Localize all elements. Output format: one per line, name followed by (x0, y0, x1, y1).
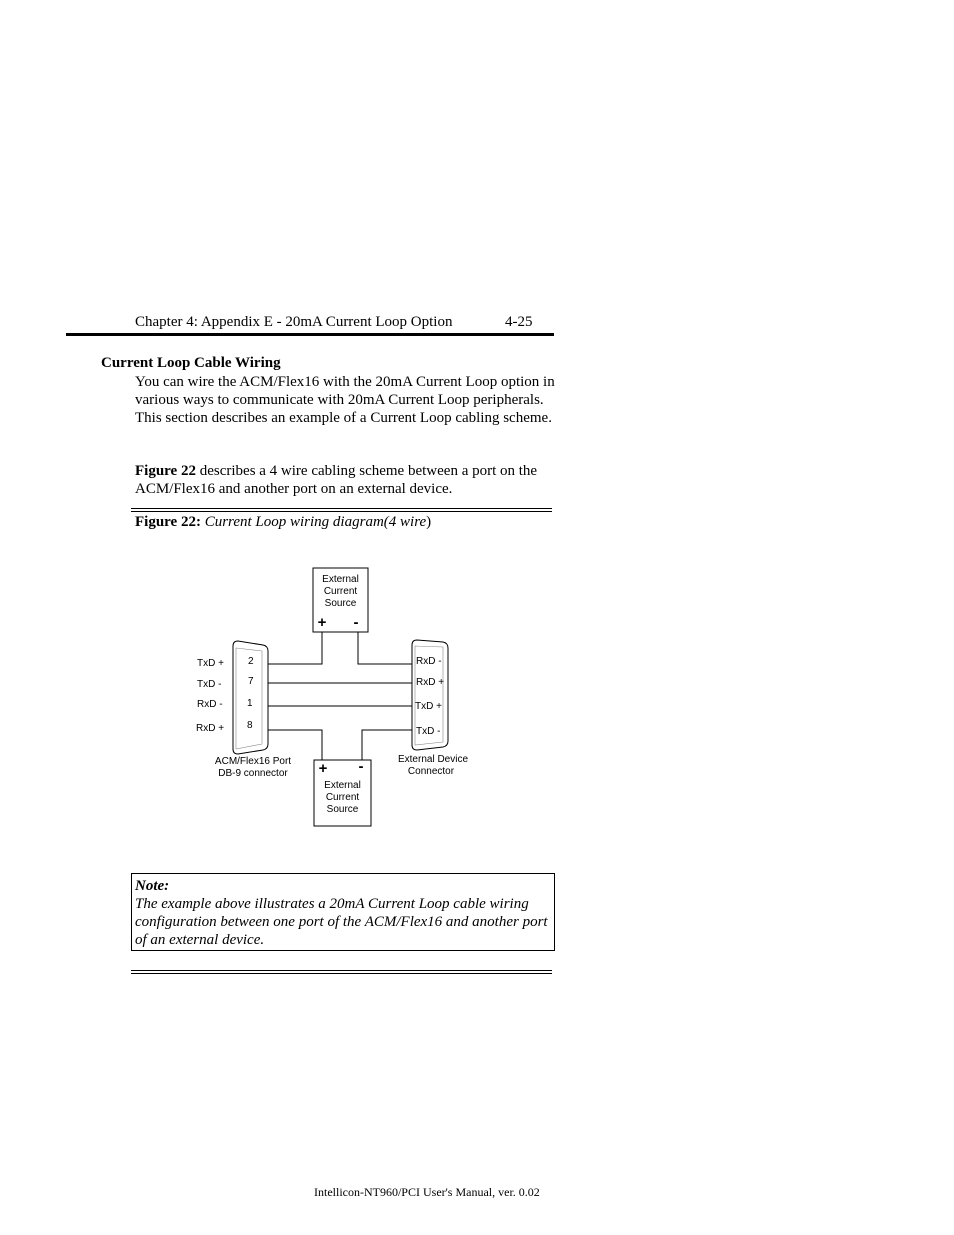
right-signal-rxd-minus: RxD - (416, 656, 442, 667)
right-signal-rxd-plus: RxD + (416, 677, 445, 688)
left-signal-rxd-minus: RxD - (197, 699, 223, 710)
right-connector-label-1: External Device (397, 754, 469, 765)
bottom-source-line-1: External (324, 780, 361, 791)
top-source-minus: - (353, 614, 359, 631)
figure-caption-label: Figure 22: (135, 514, 201, 530)
note-box (131, 873, 555, 951)
section-heading: Current Loop Cable Wiring (101, 355, 281, 371)
wire-txd-plus-to-source-plus (268, 632, 322, 664)
figure-caption-title: Current Loop wiring diagram(4 wire (204, 514, 427, 530)
footer-manual-version: Intellicon-NT960/PCI User's Manual, ver. 0.02 (314, 1185, 540, 1199)
bottom-source-minus: - (358, 758, 364, 775)
note-body: The example above illustrates a 20mA Current Loop cable wiring configuration between one port of the ACM/Flex16 and another port of an external device. (135, 896, 548, 948)
top-source-line-1: External (322, 574, 359, 585)
left-signal-txd-plus: TxD + (197, 658, 224, 669)
right-signal-txd-plus: TxD + (415, 701, 442, 712)
bottom-source-line-3: Source (326, 804, 359, 815)
note-title: Note: (135, 878, 170, 894)
top-source-plus: + (317, 614, 327, 631)
figure-caption-close: ) (426, 514, 432, 530)
left-connector-label-2: DB-9 connector (218, 768, 288, 779)
left-pin-1: 1 (247, 698, 253, 709)
left-connector-label-1: ACM/Flex16 Port (214, 756, 292, 767)
wire-source-minus-to-rxd-minus (358, 632, 412, 664)
bottom-source-line-2: Current (325, 792, 360, 803)
left-pin-7: 7 (248, 676, 254, 687)
top-source-line-3: Source (324, 598, 357, 609)
left-pin-8: 8 (247, 720, 253, 731)
right-connector-label-2: Connector (407, 766, 455, 777)
figure-bottom-rule (131, 970, 552, 974)
figure-reference-text: describes a 4 wire cabling scheme between a port on the ACM/Flex16 and another port on an external device. (135, 463, 538, 497)
intro-paragraph: You can wire the ACM/Flex16 with the 20mA Current Loop option in various ways to communicate with 20mA Current Loop peripherals. This section describes an example of a Current Loop cabling scheme. (135, 374, 555, 426)
right-signal-txd-minus: TxD - (416, 726, 441, 737)
left-signal-txd-minus: TxD - (197, 679, 222, 690)
header-page-number: 4-25 (505, 314, 533, 330)
bottom-source-plus: + (318, 760, 328, 777)
figure-reference-label: Figure 22 (135, 463, 196, 479)
top-source-line-2: Current (323, 586, 358, 597)
left-pin-2: 2 (248, 656, 254, 667)
left-signal-rxd-plus: RxD + (196, 723, 225, 734)
header-chapter-title: Chapter 4: Appendix E - 20mA Current Loop Option (135, 314, 453, 330)
